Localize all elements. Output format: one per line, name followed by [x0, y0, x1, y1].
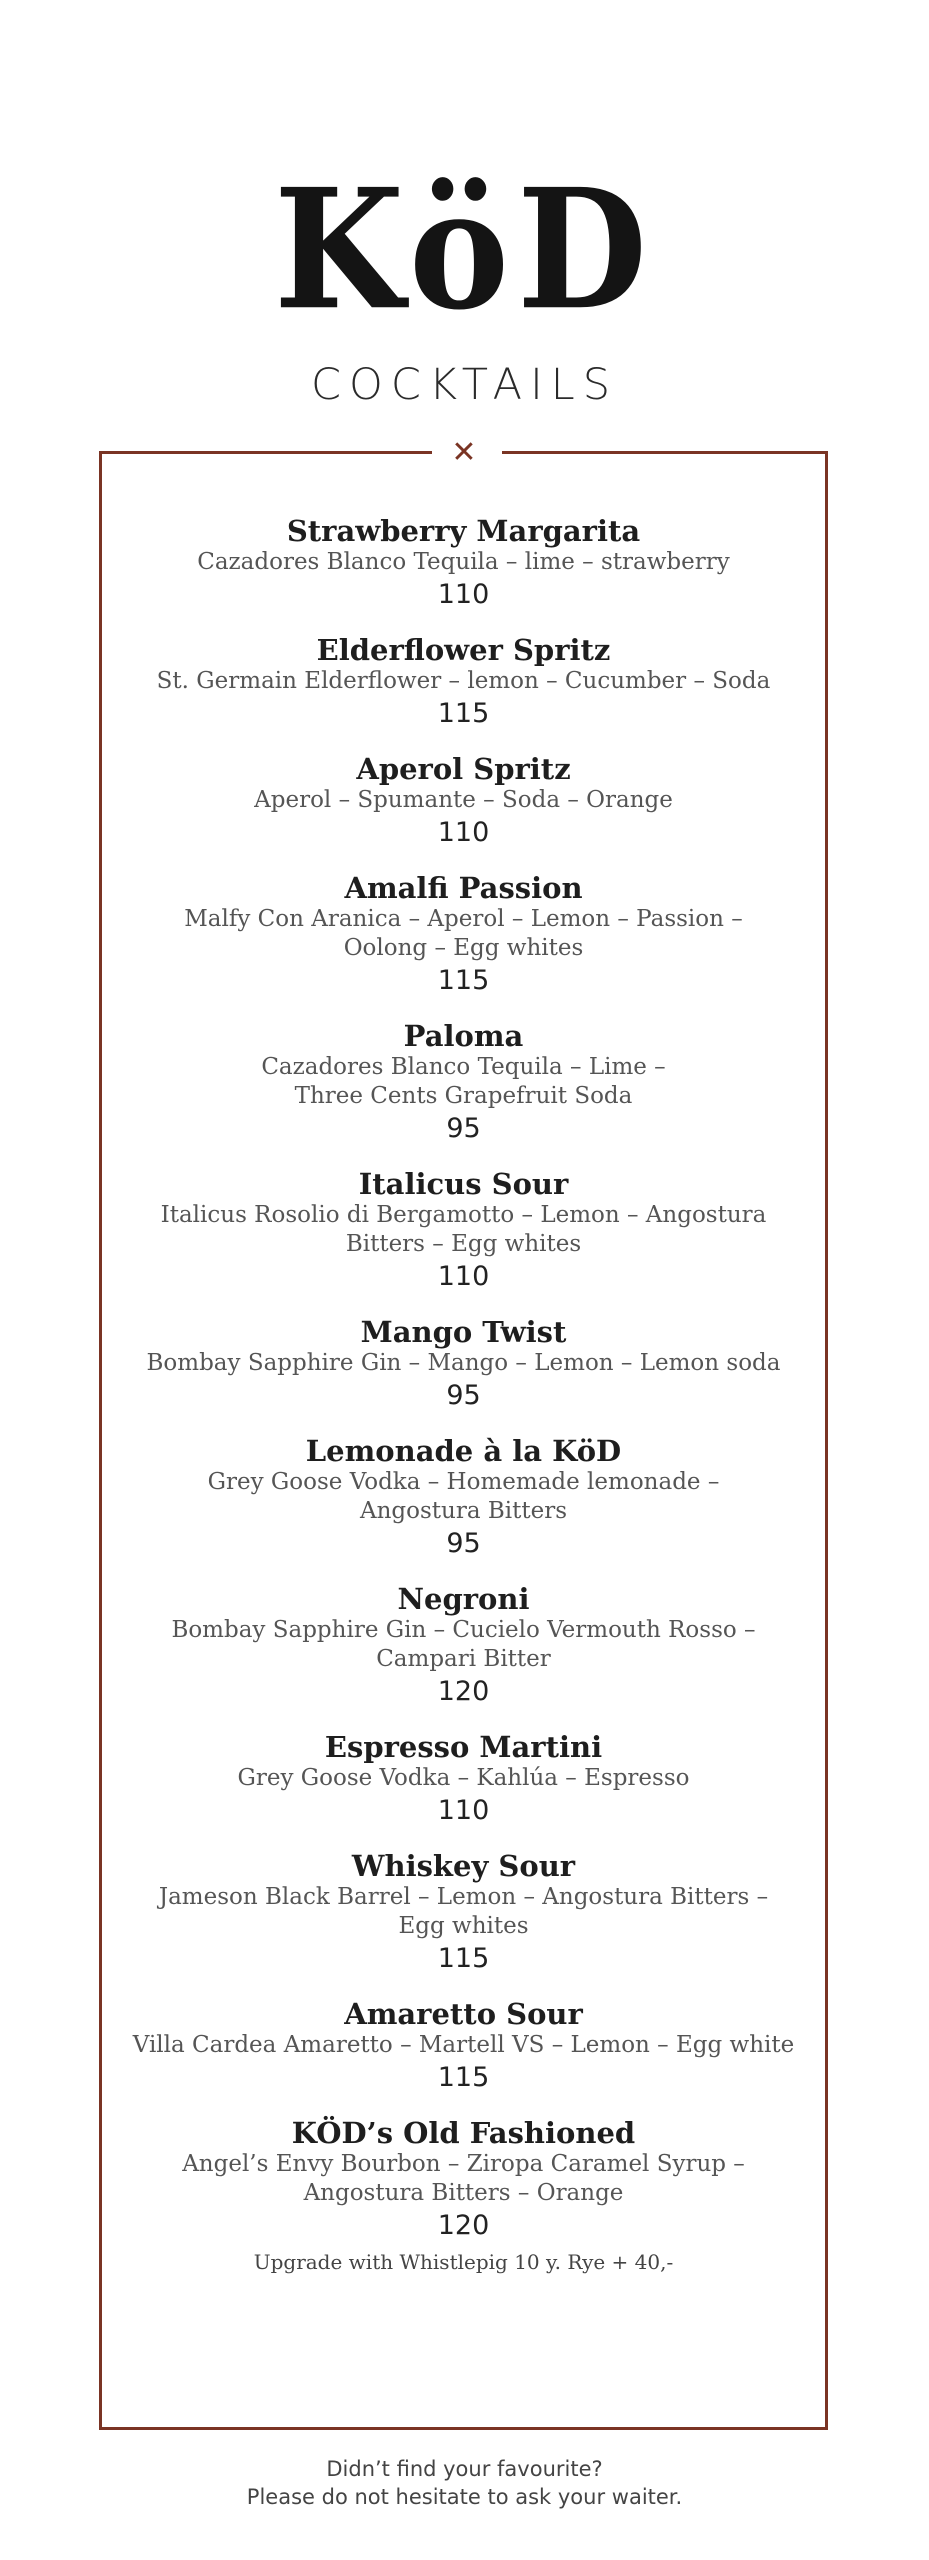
item-description: St. Germain Elderflower – lemon – Cucumber – Soda	[156, 668, 771, 694]
item-price: 110	[437, 579, 490, 610]
item-name: Amaretto Sour	[344, 1997, 583, 2031]
footer-note	[0, 2455, 929, 2511]
item-description: Grey Goose Vodka – Homemade lemonade – Angostura Bitters	[207, 1469, 720, 1524]
item-name: Espresso Martini	[324, 1730, 603, 1764]
item-name: Lemonade à la KöD	[305, 1434, 622, 1468]
item-description: Jameson Black Barrel – Lemon – Angostura Bitters – Egg whites	[158, 1884, 769, 1939]
menu-item-lemonade-a-la-kod	[99, 1434, 828, 1562]
item-price: 115	[437, 698, 490, 729]
item-description: Grey Goose Vodka – Kahlúa – Espresso	[237, 1765, 690, 1791]
item-name: Aperol Spritz	[356, 752, 571, 786]
menu-item-amalfi-passion	[99, 871, 828, 999]
item-price: 95	[446, 1528, 481, 1559]
menu-item-elderflower-spritz	[99, 633, 828, 732]
menu-item-negroni	[99, 1582, 828, 1710]
item-description: Angel’s Envy Bourbon – Ziropa Caramel Syrup – Angostura Bitters – Orange	[182, 2151, 745, 2206]
item-name: Italicus Sour	[358, 1167, 569, 1201]
menu-item-italicus-sour	[99, 1167, 828, 1295]
item-price: 95	[446, 1113, 481, 1144]
menu-item-mango-twist	[99, 1315, 828, 1414]
item-description: Bombay Sapphire Gin – Mango – Lemon – Lemon soda	[146, 1350, 781, 1376]
item-description: Malfy Con Aranica – Aperol – Lemon – Passion – Oolong – Egg whites	[184, 906, 743, 961]
item-name: KÖD’s Old Fashioned	[291, 2116, 636, 2150]
item-description: Villa Cardea Amaretto – Martell VS – Lemon – Egg white	[132, 2032, 795, 2058]
item-description: Cazadores Blanco Tequila – lime – strawberry	[197, 549, 730, 575]
footer-line-1: Didn’t find your favourite?	[326, 2457, 603, 2481]
cross-icon: ✕	[451, 435, 477, 470]
menu-item-strawberry-margarita	[99, 514, 828, 613]
menu-item-amaretto-sour	[99, 1997, 828, 2096]
menu-item-whiskey-sour	[99, 1849, 828, 1977]
kod-logo: KöD	[273, 153, 656, 347]
item-name: Amalfi Passion	[344, 871, 583, 905]
item-price: 110	[437, 1795, 490, 1826]
item-price: 110	[437, 817, 490, 848]
upgrade-note: Upgrade with Whistlepig 10 y. Rye + 40,-	[253, 2250, 674, 2274]
item-name: Paloma	[403, 1019, 524, 1053]
item-price: 95	[446, 1380, 481, 1411]
item-name: Negroni	[397, 1582, 530, 1616]
menu-item-aperol-spritz	[99, 752, 828, 851]
item-description: Italicus Rosolio di Bergamotto – Lemon – Angostura Bitters – Egg whites	[160, 1202, 767, 1257]
item-price: 115	[437, 2062, 490, 2093]
menu-item-espresso-martini	[99, 1730, 828, 1829]
item-name: Whiskey Sour	[351, 1849, 576, 1883]
item-name: Mango Twist	[360, 1315, 567, 1349]
item-description: Aperol – Spumante – Soda – Orange	[254, 787, 673, 813]
item-price: 115	[437, 1943, 490, 1974]
item-price: 120	[437, 1676, 490, 1707]
page-title: COCKTAILS	[310, 360, 619, 410]
cocktail-menu	[99, 514, 828, 2296]
menu-item-kods-old-fashioned	[99, 2116, 828, 2276]
menu-item-paloma	[99, 1019, 828, 1147]
item-price: 120	[437, 2210, 490, 2241]
item-name: Strawberry Margarita	[286, 514, 641, 548]
item-name: Elderflower Spritz	[316, 633, 611, 667]
item-price: 115	[437, 965, 490, 996]
item-price: 110	[437, 1261, 490, 1292]
footer-line-2: Please do not hesitate to ask your waiter.	[246, 2485, 683, 2509]
item-description: Bombay Sapphire Gin – Cucielo Vermouth Rosso – Campari Bitter	[171, 1617, 756, 1672]
item-description: Cazadores Blanco Tequila – Lime – Three Cents Grapefruit Soda	[261, 1054, 666, 1109]
